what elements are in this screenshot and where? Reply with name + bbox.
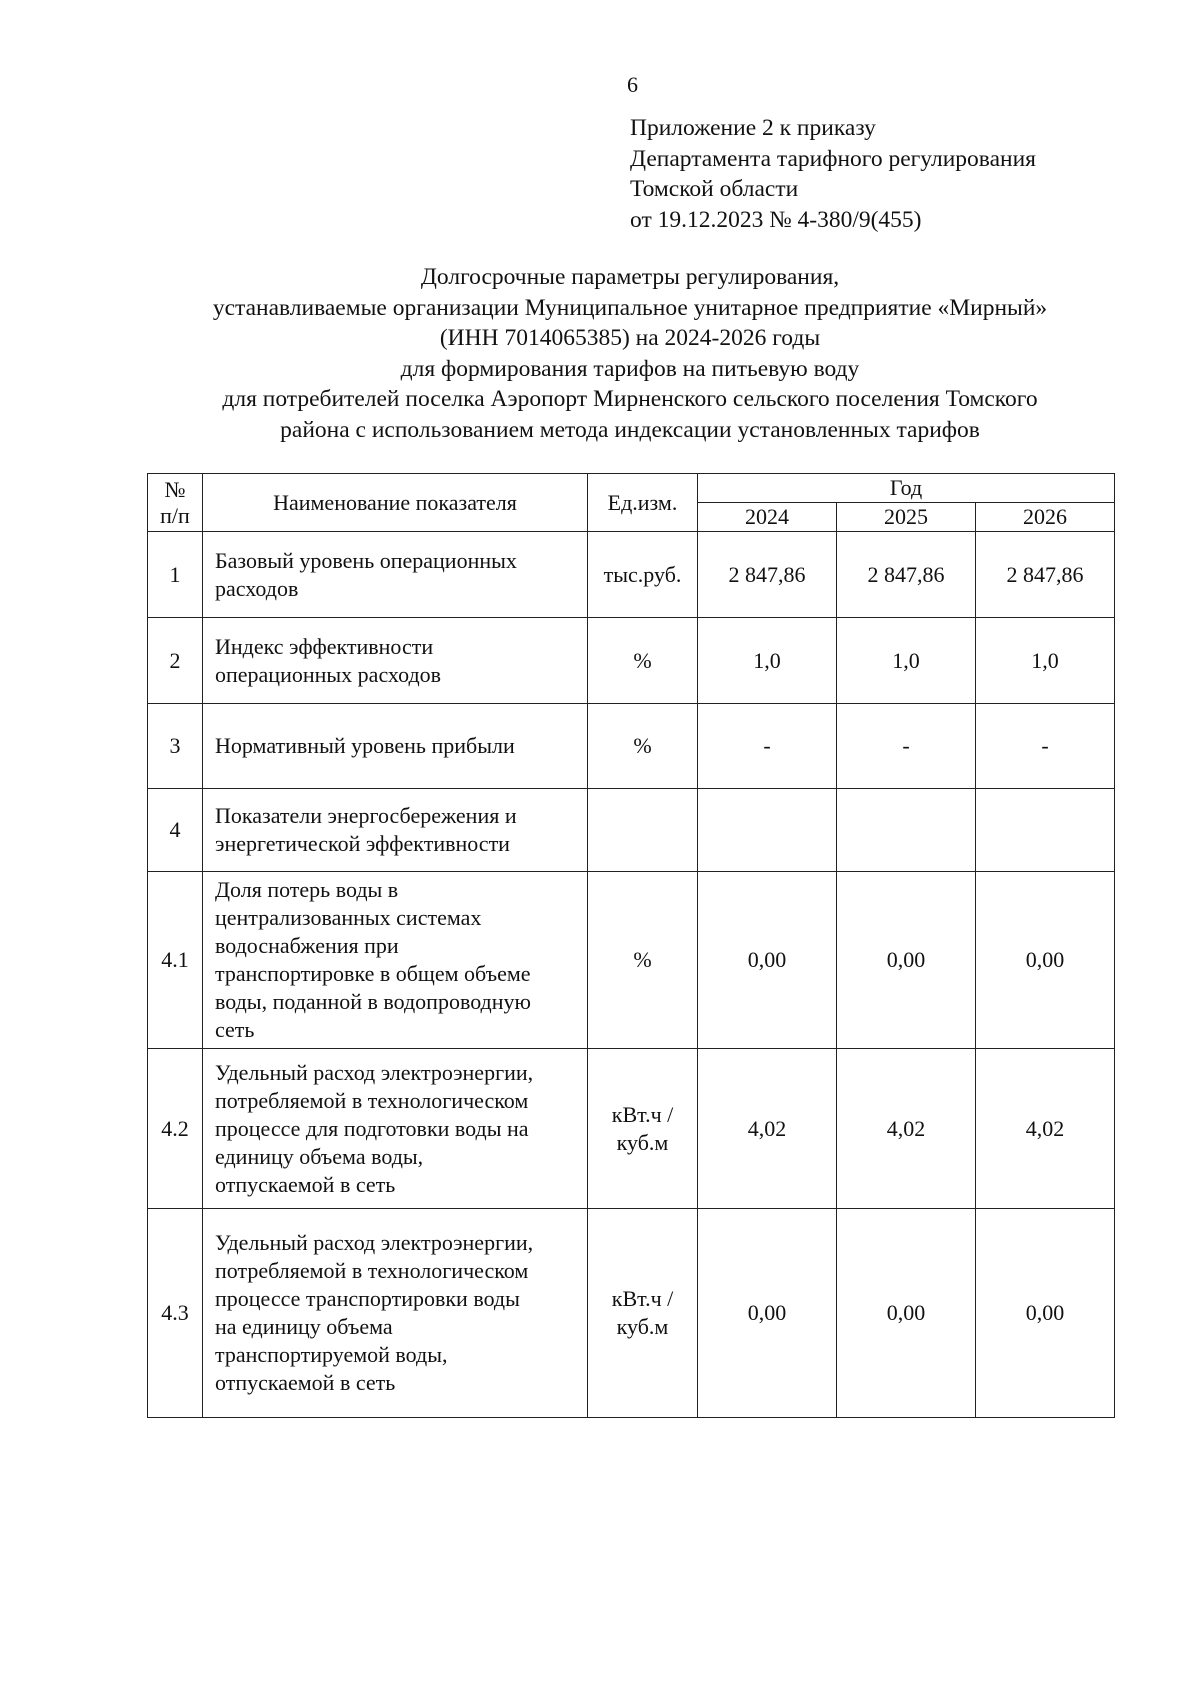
year-value: 1,0 — [976, 618, 1115, 704]
indicator-name — [203, 1049, 588, 1209]
year-value: 1,0 — [698, 618, 837, 704]
indicator-name-line: Нормативный уровень прибыли — [215, 733, 515, 758]
unit-of-measure — [588, 1209, 698, 1418]
year-value: - — [976, 704, 1115, 789]
indicator-name-line: водоснабжения при — [215, 933, 399, 958]
indicator-name-line: процессе транспортировки воды — [215, 1286, 520, 1311]
row-number: 2 — [148, 618, 203, 704]
year-value — [976, 789, 1115, 872]
parameters-table — [147, 473, 1115, 1418]
row-number: 3 — [148, 704, 203, 789]
year-value: 0,00 — [976, 872, 1115, 1049]
unit-of-measure — [588, 532, 698, 618]
unit-line: куб.м — [616, 1314, 669, 1339]
row-number: 4 — [148, 789, 203, 872]
year-value: 0,00 — [976, 1209, 1115, 1418]
indicator-name — [203, 618, 588, 704]
indicator-name-line: процессе для подготовки воды на — [215, 1115, 529, 1141]
unit-line: тыс.руб. — [603, 561, 682, 587]
unit-of-measure — [588, 1049, 698, 1209]
indicator-name-line: воды, поданной в водопроводную — [215, 989, 531, 1014]
indicator-name — [203, 532, 588, 618]
header-name: Наименование показателя — [203, 474, 588, 532]
year-value: 2 847,86 — [837, 532, 976, 618]
header-num-line1: № — [164, 476, 186, 502]
unit-of-measure — [588, 704, 698, 789]
year-value: 1,0 — [837, 618, 976, 704]
appendix-line: Приложение 2 к приказу — [630, 115, 876, 141]
year-value: 0,00 — [698, 1209, 837, 1418]
indicator-name — [203, 1209, 588, 1418]
row-number: 4.2 — [148, 1049, 203, 1209]
appendix-line: Департамента тарифного регулирования — [630, 145, 1036, 172]
appendix-line: от 19.12.2023 № 4-380/9(455) — [630, 206, 922, 233]
indicator-name-line: Показатели энергосбережения и — [215, 803, 517, 828]
year-value: - — [698, 704, 837, 789]
indicator-name-line: расходов — [215, 575, 299, 601]
table-row — [148, 872, 1115, 1049]
appendix-block — [630, 113, 1036, 235]
indicator-name-line: единицу объема воды, — [215, 1143, 424, 1169]
appendix-line: Томской области — [630, 176, 799, 202]
unit-line: куб.м — [616, 1129, 669, 1155]
unit-line: кВт.ч / — [611, 1101, 674, 1127]
indicator-name-line: энергетической эффективности — [215, 831, 510, 856]
indicator-name-line: транспортируемой воды, — [215, 1342, 448, 1367]
page-number: 6 — [627, 72, 638, 97]
table-row — [148, 1209, 1115, 1418]
header-num-line2: п/п — [160, 502, 190, 528]
year-value — [837, 789, 976, 872]
indicator-name — [203, 704, 588, 789]
indicator-name-line: Базовый уровень операционных — [215, 547, 517, 573]
header-unit: Ед.изм. — [588, 474, 698, 532]
header-year: 2025 — [837, 503, 976, 532]
year-value: 4,02 — [698, 1049, 837, 1209]
unit-line: % — [633, 647, 652, 673]
header-year: 2026 — [976, 503, 1115, 532]
title-line: для формирования тарифов на питьевую воду — [400, 355, 860, 382]
indicator-name-line: Индекс эффективности — [215, 633, 434, 659]
indicator-name-line: потребляемой в технологическом — [215, 1087, 529, 1113]
row-number: 4.1 — [148, 872, 203, 1049]
table-row — [148, 1049, 1115, 1209]
indicator-name-line: сеть — [215, 1017, 255, 1042]
title-line: (ИНН 7014065385) на 2024-2026 годы — [439, 325, 821, 351]
table-body — [148, 532, 1115, 1418]
year-value: 2 847,86 — [698, 532, 837, 618]
year-value: 0,00 — [698, 872, 837, 1049]
year-value: 0,00 — [837, 1209, 976, 1418]
header-year-group: Год — [698, 474, 1115, 503]
title-line: устанавливаемые организации Муниципальное унитарное предприятие «Мирный» — [212, 294, 1048, 321]
document-title — [120, 262, 1140, 445]
row-number: 1 — [148, 532, 203, 618]
year-value: 4,02 — [976, 1049, 1115, 1209]
table-row — [148, 532, 1115, 618]
indicator-name-line: централизованных системах — [215, 905, 482, 930]
unit-line: кВт.ч / — [611, 1286, 674, 1311]
unit-of-measure — [588, 618, 698, 704]
row-number: 4.3 — [148, 1209, 203, 1418]
indicator-name-line: Удельный расход электроэнергии, — [215, 1059, 534, 1085]
table-header — [148, 474, 1115, 532]
table-row — [148, 704, 1115, 789]
unit-line: % — [633, 947, 652, 972]
title-line: для потребителей поселка Аэропорт Мирненского сельского поселения Томского — [222, 386, 1038, 412]
indicator-name-line: Доля потерь воды в — [215, 877, 399, 902]
header-year: 2024 — [698, 503, 837, 532]
table-row — [148, 789, 1115, 872]
unit-line: % — [633, 733, 652, 758]
unit-of-measure — [588, 789, 698, 872]
title-line: Долгосрочные параметры регулирования, — [420, 264, 840, 290]
header-num — [148, 474, 203, 532]
indicator-name-line: отпускаемой в сеть — [215, 1370, 396, 1395]
indicator-name-line: на единицу объема — [215, 1314, 393, 1339]
indicator-name-line: потребляемой в технологическом — [215, 1258, 529, 1283]
year-value — [698, 789, 837, 872]
indicator-name-line: операционных расходов — [215, 661, 442, 687]
indicator-name-line: отпускаемой в сеть — [215, 1171, 396, 1197]
title-line: района с использованием метода индексации установленных тарифов — [280, 416, 980, 443]
indicator-name-line: транспортировке в общем объеме — [215, 961, 531, 986]
indicator-name — [203, 789, 588, 872]
year-value: 2 847,86 — [976, 532, 1115, 618]
year-value: 0,00 — [837, 872, 976, 1049]
year-value: 4,02 — [837, 1049, 976, 1209]
year-value: - — [837, 704, 976, 789]
indicator-name — [203, 872, 588, 1049]
unit-of-measure — [588, 872, 698, 1049]
indicator-name-line: Удельный расход электроэнергии, — [215, 1230, 534, 1255]
table-row — [148, 618, 1115, 704]
